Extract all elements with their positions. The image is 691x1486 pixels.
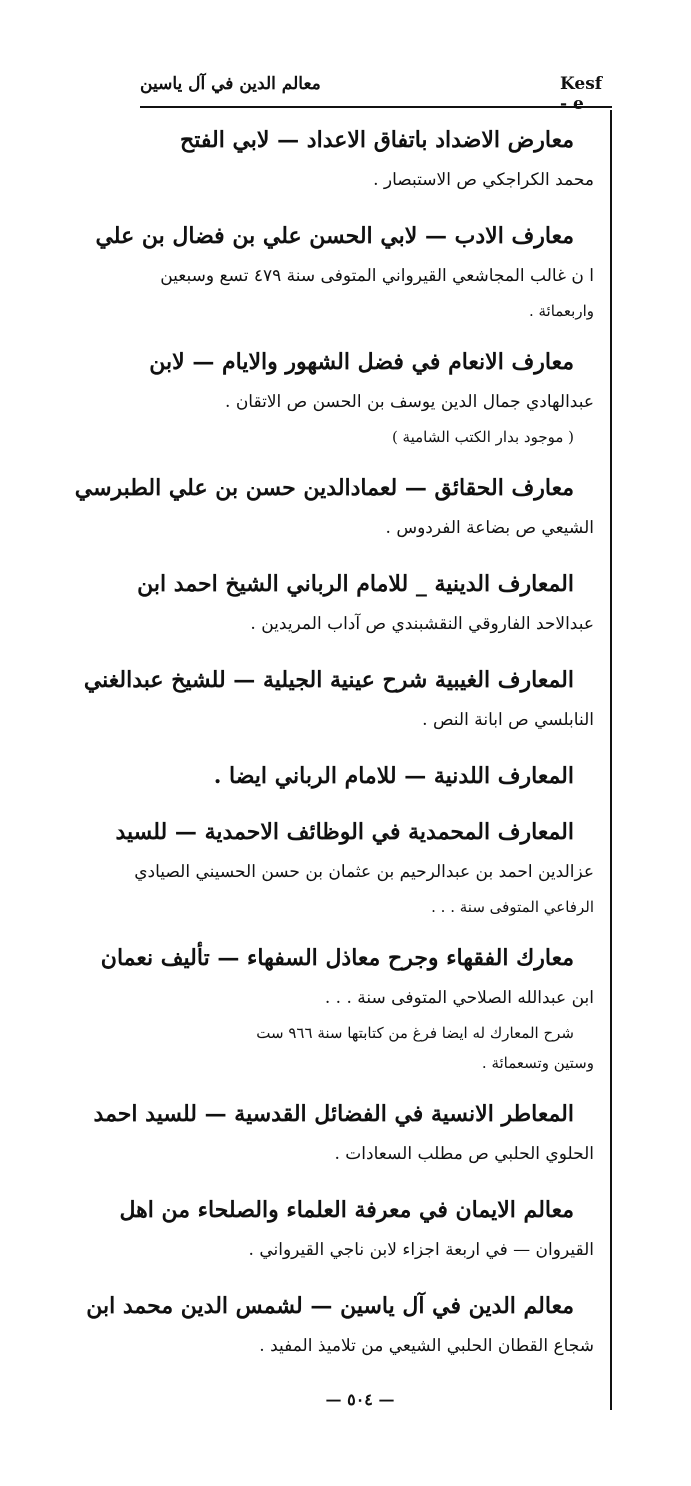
entry-line: الشيعي ص بضاعة الفردوس . <box>385 518 594 538</box>
entry <box>93 1094 594 1174</box>
entry-line: المعاطر الانسية في الفضائل القدسية — للسيد احمد <box>93 1101 574 1127</box>
header-rule <box>140 106 612 108</box>
entry-line: المعارف اللدنية — للامام الرباني ايضا . <box>213 763 574 789</box>
entry-line: الرفاعي المتوفى سنة . . . <box>431 898 594 916</box>
entry <box>132 564 594 644</box>
entry-line: ا ن غالب المجاشعي القيرواني المتوفى سنة ٤٧٩ تسع وسبعين <box>160 266 594 286</box>
entry-line: وستين وتسعمائة . <box>481 1054 594 1072</box>
entry <box>115 812 594 922</box>
entry-line: المعارف الدينية _ للامام الرباني الشيخ احمد ابن <box>137 571 574 597</box>
entry <box>74 468 594 548</box>
entry-line: واربعمائة . <box>528 302 594 320</box>
entry-line: عزالدين احمد بن عبدالرحيم بن عثمان بن حسن الحسيني الصيادي <box>134 862 594 882</box>
entry-line: محمد الكراجكي ص الاستبصار . <box>373 170 594 190</box>
running-title: معالم الدين في آل ياسين <box>140 74 321 94</box>
entry-line: الحلوي الحلبي ص مطلب السعادات . <box>334 1144 594 1164</box>
volume-code: Kesf - e <box>560 74 603 114</box>
entry <box>132 342 594 452</box>
entry-line: شجاع القطان الحلبي الشيعي من تلاميذ المفيد . <box>259 1336 594 1356</box>
margin-rule <box>610 110 612 1410</box>
entry-line: عبدالهادي جمال الدين يوسف بن الحسن ص الاتقان . <box>225 392 594 412</box>
entries-list <box>74 120 594 1382</box>
entry <box>132 120 594 200</box>
entry-line: القيروان — في اربعة اجزاء لابن ناجي القيرواني . <box>248 1240 594 1260</box>
entry-line: معارض الاضداد باتفاق الاعداد — لابي الفتح <box>180 127 574 153</box>
entry <box>83 660 594 740</box>
entry-line: ابن عبدالله الصلاحي المتوفى سنة . . . <box>324 988 594 1008</box>
entry <box>100 938 594 1078</box>
entry <box>95 216 594 326</box>
entry-line: معالم الايمان في معرفة العلماء والصلحاء من اهل <box>119 1197 574 1223</box>
running-header <box>140 72 610 114</box>
entry-line: معالم الدين في آل ياسين — لشمس الدين محمد ابن <box>86 1293 574 1319</box>
page-number: — ٥٠٤ — <box>325 1390 395 1409</box>
entry-line: معارك الفقهاء وجرح معاذل السفهاء — تأليف نعمان <box>100 945 574 971</box>
entry-line: معارف الانعام في فضل الشهور والايام — لابن <box>149 349 574 375</box>
entry-line: معارف الحقائق — لعمادالدين حسن بن علي الطبرسي <box>74 475 574 501</box>
entry-line: النابلسي ص ابانة النص . <box>422 710 594 730</box>
entry <box>132 756 594 796</box>
entry-line: ( موجود بدار الكتب الشامية ) <box>391 428 574 446</box>
entry-line: عبدالاحد الفاروقي النقشبندي ص آداب المريدين . <box>250 614 594 634</box>
entry <box>119 1190 594 1270</box>
entry-line: معارف الادب — لابي الحسن علي بن فضال بن علي <box>95 223 574 249</box>
entry-line: المعارف الغيبية شرح عينية الجيلية — للشيخ عبدالغني <box>83 667 574 693</box>
entry-line: شرح المعارك له ايضا فرغ من كتابتها سنة ٩٦٦ ست <box>256 1024 574 1042</box>
entry <box>86 1286 594 1366</box>
entry-line: المعارف المحمدية في الوظائف الاحمدية — للسيد <box>115 819 574 845</box>
